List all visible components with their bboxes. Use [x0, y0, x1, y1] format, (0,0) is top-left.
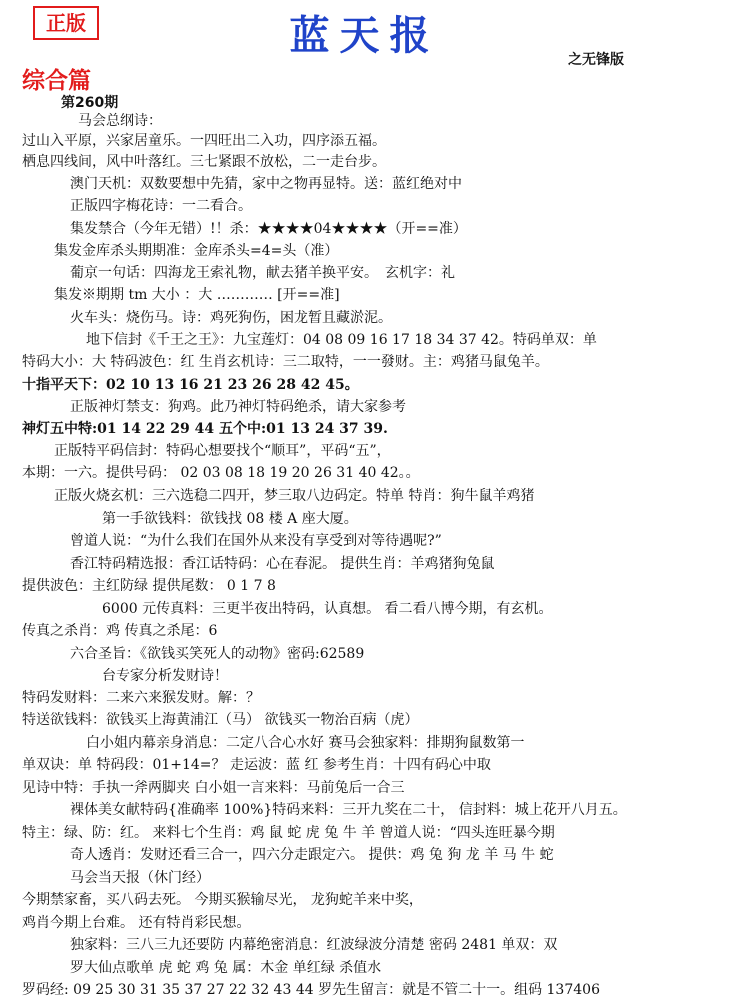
- text-line: 单双诀：单 特码段：01+14=？ 走运波：蓝 红 参考生肖：十四有码心中取: [22, 757, 491, 773]
- text-line: 特码发财料：二来六来猴发财。解：？: [22, 690, 260, 706]
- text-line: 罗大仙点歌单 虎 蛇 鸡 兔 属：木金 单红绿 杀值水: [70, 960, 382, 976]
- text-line: 集发※期期 tm 大小 ：大 ………… [开==准]: [54, 287, 340, 303]
- text-line: 6000 元传真料：三更半夜出特码，认真想。 看二看八博今期，有玄机。: [102, 601, 553, 617]
- text-line: 曾道人说：“为什么我们在国外从来没有享受到对等待遇呢?”: [70, 533, 442, 549]
- text-line: 马会总纲诗：: [78, 113, 162, 129]
- section-heading: 综合篇: [22, 68, 91, 94]
- text-line: 香江特码精选报：香江话特码：心在春泥。 提供生肖：羊鸡猪狗兔鼠: [70, 556, 495, 572]
- text-line: 特主：绿、防：红。 来料七个生肖：鸡 鼠 蛇 虎 兔 牛 羊 曾道人说：“四头连旺暴今期: [22, 825, 555, 841]
- text-line: 今期禁家畜，买八码去死。 今期买猴输尽光， 龙狗蛇羊来中奖，: [22, 892, 423, 908]
- genuine-edition-stamp: 正版: [33, 6, 99, 40]
- text-line: 白小姐内幕亲身消息：二定八合心水好 赛马会独家料：排期狗鼠数第一: [86, 735, 525, 751]
- text-line: 奇人透肖：发财还看三合一，四六分走跟定六。 提供：鸡 兔 狗 龙 羊 马 牛 蛇: [70, 847, 554, 863]
- text-line: 鸡肖今期上台难。 还有特肖彩民想。: [22, 915, 251, 931]
- text-line: 台专家分析发财诗！: [102, 668, 228, 684]
- text-line: 独家料：三八三九还要防 内幕绝密消息：红波绿波分清楚 密码 2481 单双：双: [70, 937, 558, 953]
- text-line: 葡京一句话：四海龙王索礼物，献去猪羊换平安。 玄机字：礼: [70, 265, 455, 281]
- text-line: 集发禁合（今年无错）!！杀：★★★★04★★★★（开==准）: [70, 221, 467, 237]
- text-line: 正版特平码信封：特码心想要找个“顺耳”，平码“五”，: [54, 443, 391, 459]
- text-line: 第一手欲钱料：欲钱找 08 楼 A 座大厦。: [102, 511, 358, 527]
- text-line: 十指平天下：02 10 13 16 21 23 26 28 42 45。: [22, 377, 359, 393]
- text-line: 罗码经: 09 25 30 31 35 37 27 22 32 43 44 罗先生留言：就是不管二十一。组码 137406: [22, 982, 600, 998]
- text-line: 过山入平原，兴家居童乐。一四旺出二入功，四序添五福。: [22, 133, 386, 149]
- text-line: 见诗中特：手执一斧两脚夹 白小姐一言来料：马前兔后一合三: [22, 780, 405, 796]
- text-line: 提供波色：主红防绿 提供尾数： 0 1 7 8: [22, 578, 276, 594]
- text-line: 马会当天报（休门经）: [70, 870, 210, 886]
- text-line: 正版神灯禁支：狗鸡。此乃神灯特码绝杀，请大家参考: [70, 399, 406, 415]
- text-line: 澳门天机：双数要想中先猜，家中之物再显特。送：蓝红绝对中: [70, 176, 462, 192]
- text-line: 正版火烧玄机：三六选稳二四开，梦三取八边码定。特单 特肖：狗牛鼠羊鸡猪: [54, 488, 535, 504]
- text-line: 集发金库杀头期期准：金库杀头=4=头（准）: [54, 243, 339, 259]
- text-line: 神灯五中特:01 14 22 29 44 五个中:01 13 24 37 39.: [22, 421, 388, 437]
- edition-label: 之无锋版: [568, 52, 624, 68]
- text-line: 栖息四线间，风中叶落红。三七紧跟不放松，二一走台步。: [22, 154, 386, 170]
- text-line: 传真之杀肖：鸡 传真之杀尾：6: [22, 623, 218, 639]
- text-line: 正版四字梅花诗：一二看合。: [70, 198, 252, 214]
- newspaper-title: 蓝天报: [289, 12, 440, 59]
- text-line: 本期：一六。提供号码： 02 03 08 18 19 20 26 31 40 42。。: [22, 465, 420, 481]
- text-line: 裸体美女献特码{准确率 100%}特码来料：三开九奖在二十， 信封料：城上花开八月五。: [70, 802, 627, 818]
- text-line: 火车头：烧伤马。诗：鸡死狗伤，困龙暂且藏淤泥。: [70, 310, 392, 326]
- text-line: 六合圣旨：《欲钱买笑死人的动物》密码:62589: [70, 646, 365, 662]
- issue-number: 第260期: [61, 95, 119, 111]
- text-line: 特码大小：大 特码波色：红 生肖玄机诗：三二取特，一一發财。主：鸡猪马鼠兔羊。: [22, 354, 549, 370]
- text-line: 特送欲钱料：欲钱买上海黄浦江（马） 欲钱买一物治百病（虎）: [22, 712, 419, 728]
- text-line: 地下信封《千王之王》：九宝莲灯：04 08 09 16 17 18 34 37 42。特码单双：单: [86, 332, 597, 348]
